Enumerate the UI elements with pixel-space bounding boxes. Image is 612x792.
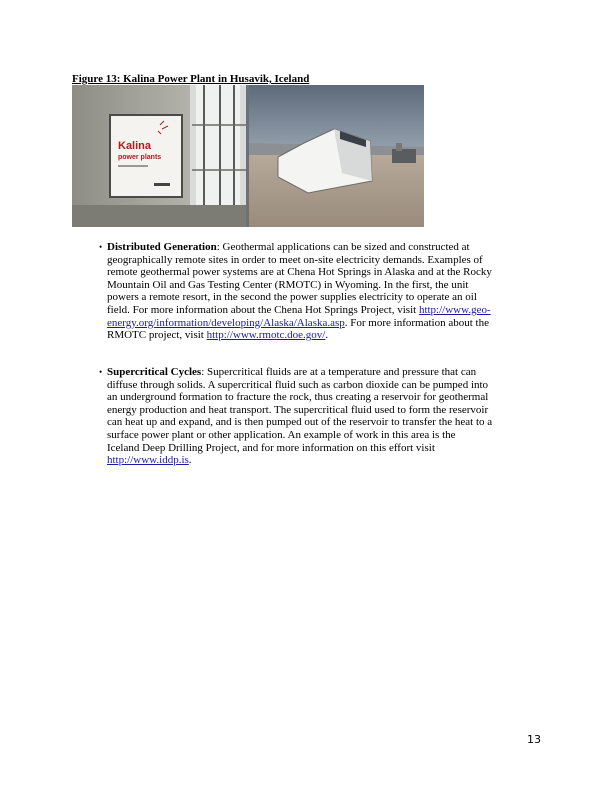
- bullet-line: Mountain Oil and Gas Testing Center (RMOTC) in Wyoming. In the first, the unit: [107, 278, 469, 291]
- bullet-line: http://www.iddp.is.: [107, 454, 192, 467]
- bullet-line: Iceland Deep Drilling Project, and for more information on this effort visit: [107, 441, 435, 454]
- iddp-link[interactable]: http://www.iddp.is: [107, 454, 189, 467]
- bullet-line: Distributed Generation: Geothermal applications can be sized and constructed at: [107, 241, 470, 253]
- bullet-term: Distributed Generation: [107, 241, 217, 253]
- bullet-line: field. For more information about the Chena Hot Springs Project, visit http://www.geo-: [107, 303, 491, 316]
- page-number: 13: [527, 733, 541, 746]
- bullet-line: an underground formation to fracture the rock, thus creating a reservoir for geothermal: [107, 391, 489, 404]
- bullet-supercritical-cycles: [99, 366, 539, 467]
- bullet-distributed-generation: [99, 241, 539, 342]
- sign-title: Kalina: [118, 140, 152, 152]
- bullet-marker: •: [99, 242, 103, 252]
- bullet-line: powers a remote resort, in the second the power supplies electricity to operate an oil: [107, 291, 477, 304]
- bullet-line: geographically remote sites in order to meet on-site electricity demands. Examples of: [107, 253, 483, 266]
- bullet-line: diffuse through solids. A supercritical fluid such as carbon dioxide can be pumped into: [107, 378, 489, 391]
- bullet-marker: •: [99, 367, 103, 377]
- rmotc-link[interactable]: http://www.rmotc.doe.gov/: [206, 329, 326, 342]
- bullet-line: energy.org/information/developing/Alaska/Alaska.asp. For more information about the: [107, 316, 489, 329]
- interior-sign-photo: [72, 85, 246, 227]
- bullet-line: energy production and heat transport. The supercritical fluid used to form the reservoir: [107, 403, 489, 416]
- bullet-line: remote geothermal power systems are at Chena Hot Springs in Alaska and at the Rocky: [107, 266, 492, 279]
- bullet-line: Supercritical Cycles: Supercritical fluids are at a temperature and pressure that can: [107, 366, 477, 378]
- chena-link-part2[interactable]: energy.org/information/developing/Alaska/Alaska.asp: [107, 316, 345, 329]
- kalina-power-plant-photos: [72, 85, 424, 227]
- bullet-line: can heat up and expand, and is then pumped out of the reservoir to transfer the heat to a: [107, 416, 493, 429]
- photo-collage: [72, 85, 424, 227]
- bullet-term: Supercritical Cycles: [107, 366, 202, 378]
- sign-subtitle: power plants: [118, 154, 162, 161]
- figure-caption: Figure 13: Kalina Power Plant in Husavik, Iceland: [72, 73, 310, 85]
- bullet-line: surface power plant or other application. An example of work in this area is the: [107, 428, 456, 441]
- chena-link-part1[interactable]: http://www.geo-: [418, 303, 491, 316]
- exterior-building-photo: [246, 85, 424, 227]
- bullet-line: RMOTC project, visit http://www.rmotc.doe.gov/.: [107, 329, 329, 342]
